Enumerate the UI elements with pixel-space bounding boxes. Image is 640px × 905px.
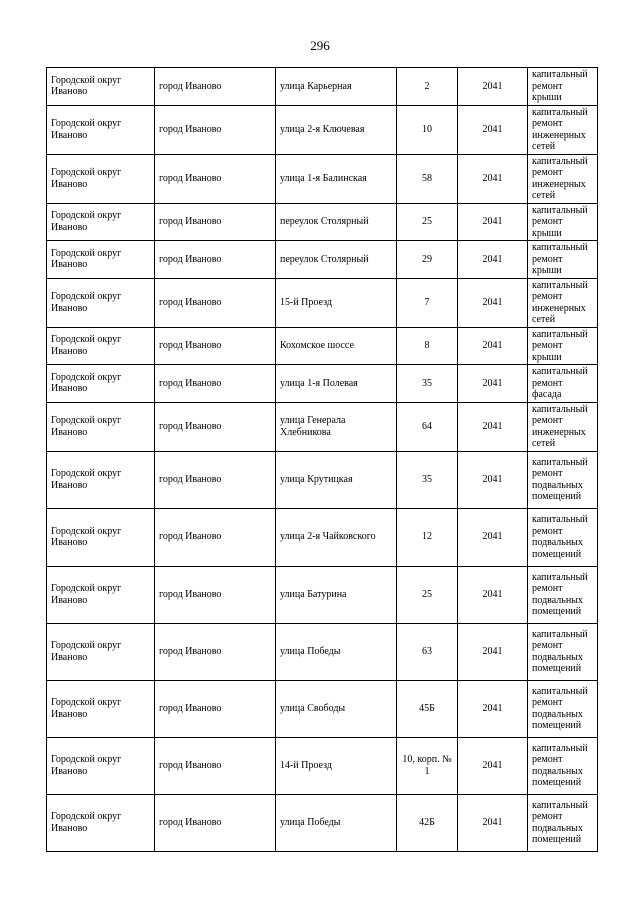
street-cell: улица Победы [276, 623, 397, 680]
okrug-cell: Городской округ Иваново [47, 365, 155, 403]
work-type-cell: капитальный ремонт крыши [528, 203, 598, 241]
work-type-cell: капитальный ремонт фасада [528, 365, 598, 403]
work-type-cell: капитальный ремонт крыши [528, 327, 598, 365]
house-cell: 63 [397, 623, 458, 680]
year-cell: 2041 [458, 623, 528, 680]
okrug-cell: Городской округ Иваново [47, 402, 155, 451]
table-row [47, 402, 598, 451]
city-cell: город Иваново [155, 508, 276, 566]
house-cell: 58 [397, 154, 458, 203]
okrug-cell: Городской округ Иваново [47, 566, 155, 623]
table-row [47, 241, 598, 279]
work-type-cell: капитальный ремонт инженерных сетей [528, 402, 598, 451]
work-type-cell: капитальный ремонт инженерных сетей [528, 154, 598, 203]
table-row [47, 203, 598, 241]
table-row [47, 623, 598, 680]
house-cell: 45Б [397, 680, 458, 737]
okrug-cell: Городской округ Иваново [47, 508, 155, 566]
city-cell: город Иваново [155, 794, 276, 851]
street-cell: 15-й Проезд [276, 278, 397, 327]
table-row [47, 278, 598, 327]
year-cell: 2041 [458, 737, 528, 794]
street-cell: улица 1-я Балинская [276, 154, 397, 203]
house-cell: 12 [397, 508, 458, 566]
okrug-cell: Городской округ Иваново [47, 737, 155, 794]
work-type-cell: капитальный ремонт подвальных помещений [528, 737, 598, 794]
year-cell: 2041 [458, 794, 528, 851]
house-cell: 64 [397, 402, 458, 451]
year-cell: 2041 [458, 327, 528, 365]
city-cell: город Иваново [155, 105, 276, 154]
table-body [47, 68, 598, 852]
house-cell: 10 [397, 105, 458, 154]
work-type-cell: капитальный ремонт подвальных помещений [528, 680, 598, 737]
okrug-cell: Городской округ Иваново [47, 278, 155, 327]
city-cell: город Иваново [155, 566, 276, 623]
year-cell: 2041 [458, 402, 528, 451]
street-cell: улица Батурина [276, 566, 397, 623]
city-cell: город Иваново [155, 278, 276, 327]
street-cell: улица Крутицкая [276, 451, 397, 508]
street-cell: улица 2-я Чайковского [276, 508, 397, 566]
year-cell: 2041 [458, 566, 528, 623]
street-cell: улица Победы [276, 794, 397, 851]
okrug-cell: Городской округ Иваново [47, 105, 155, 154]
okrug-cell: Городской округ Иваново [47, 327, 155, 365]
table-row [47, 68, 598, 106]
street-cell: улица 2-я Ключевая [276, 105, 397, 154]
table-row [47, 737, 598, 794]
year-cell: 2041 [458, 680, 528, 737]
table-row [47, 451, 598, 508]
table-row [47, 508, 598, 566]
city-cell: город Иваново [155, 327, 276, 365]
house-cell: 10, корп. № 1 [397, 737, 458, 794]
okrug-cell: Городской округ Иваново [47, 680, 155, 737]
street-cell: улица Генерала Хлебникова [276, 402, 397, 451]
house-cell: 35 [397, 451, 458, 508]
house-cell: 8 [397, 327, 458, 365]
year-cell: 2041 [458, 154, 528, 203]
year-cell: 2041 [458, 278, 528, 327]
year-cell: 2041 [458, 203, 528, 241]
year-cell: 2041 [458, 365, 528, 403]
street-cell: улица 1-я Полевая [276, 365, 397, 403]
house-cell: 7 [397, 278, 458, 327]
year-cell: 2041 [458, 241, 528, 279]
city-cell: город Иваново [155, 680, 276, 737]
work-type-cell: капитальный ремонт подвальных помещений [528, 623, 598, 680]
year-cell: 2041 [458, 105, 528, 154]
work-type-cell: капитальный ремонт подвальных помещений [528, 508, 598, 566]
street-cell: 14-й Проезд [276, 737, 397, 794]
work-type-cell: капитальный ремонт подвальных помещений [528, 794, 598, 851]
house-cell: 35 [397, 365, 458, 403]
work-type-cell: капитальный ремонт подвальных помещений [528, 566, 598, 623]
table-row [47, 566, 598, 623]
table-row [47, 327, 598, 365]
street-cell: переулок Столярный [276, 241, 397, 279]
okrug-cell: Городской округ Иваново [47, 451, 155, 508]
city-cell: город Иваново [155, 203, 276, 241]
year-cell: 2041 [458, 68, 528, 106]
city-cell: город Иваново [155, 402, 276, 451]
okrug-cell: Городской округ Иваново [47, 623, 155, 680]
work-type-cell: капитальный ремонт инженерных сетей [528, 105, 598, 154]
city-cell: город Иваново [155, 623, 276, 680]
work-type-cell: капитальный ремонт подвальных помещений [528, 451, 598, 508]
page-number: 296 [310, 38, 330, 53]
street-cell: Кохомское шоссе [276, 327, 397, 365]
repair-schedule-table [46, 67, 598, 852]
okrug-cell: Городской округ Иваново [47, 68, 155, 106]
house-cell: 42Б [397, 794, 458, 851]
house-cell: 29 [397, 241, 458, 279]
city-cell: город Иваново [155, 241, 276, 279]
table-row [47, 365, 598, 403]
table-row [47, 105, 598, 154]
street-cell: переулок Столярный [276, 203, 397, 241]
work-type-cell: капитальный ремонт крыши [528, 68, 598, 106]
table-row [47, 154, 598, 203]
okrug-cell: Городской округ Иваново [47, 241, 155, 279]
table-row [47, 680, 598, 737]
street-cell: улица Свободы [276, 680, 397, 737]
okrug-cell: Городской округ Иваново [47, 794, 155, 851]
city-cell: город Иваново [155, 365, 276, 403]
city-cell: город Иваново [155, 451, 276, 508]
work-type-cell: капитальный ремонт крыши [528, 241, 598, 279]
okrug-cell: Городской округ Иваново [47, 154, 155, 203]
house-cell: 25 [397, 203, 458, 241]
house-cell: 25 [397, 566, 458, 623]
city-cell: город Иваново [155, 68, 276, 106]
city-cell: город Иваново [155, 737, 276, 794]
street-cell: улица Карьерная [276, 68, 397, 106]
work-type-cell: капитальный ремонт инженерных сетей [528, 278, 598, 327]
table-row [47, 794, 598, 851]
year-cell: 2041 [458, 451, 528, 508]
city-cell: город Иваново [155, 154, 276, 203]
year-cell: 2041 [458, 508, 528, 566]
house-cell: 2 [397, 68, 458, 106]
okrug-cell: Городской округ Иваново [47, 203, 155, 241]
